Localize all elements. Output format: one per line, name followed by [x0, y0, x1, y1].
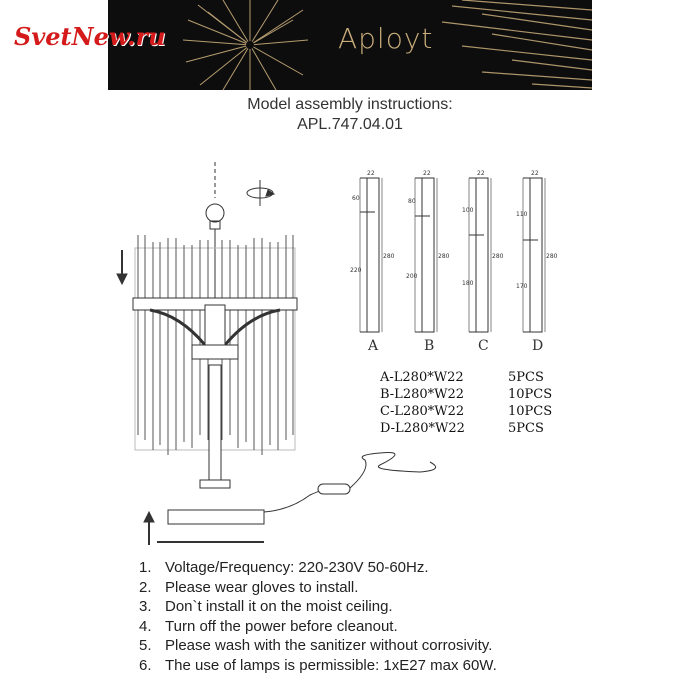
note-number: 5. [139, 637, 152, 654]
note-number: 2. [139, 578, 152, 596]
rod-d-top-dim: 22 [531, 170, 539, 177]
parts-row [380, 403, 552, 420]
rod-c [462, 170, 504, 354]
down-arrow-icon [117, 250, 127, 284]
site-watermark: SvetNew.ru [14, 22, 166, 51]
part-qty: 10PCS [508, 387, 553, 402]
rod-a-top-dim: 22 [367, 170, 375, 177]
rod-d [516, 170, 558, 354]
note-item [139, 578, 497, 598]
rod-c-label: C [478, 338, 489, 354]
note-number: 6. [139, 656, 152, 674]
rod-diagrams [350, 170, 558, 354]
decorative-rays-icon [422, 0, 592, 90]
part-code: A-L280*W22 [380, 370, 464, 385]
rod-a-dim-1: 60 [352, 195, 360, 202]
rod-a-label: A [368, 338, 379, 354]
part-qty: 10PCS [508, 404, 553, 419]
note-item [139, 617, 497, 637]
document-title [0, 95, 700, 135]
parts-list [380, 369, 552, 437]
rod-c-dim-1: 100 [462, 207, 474, 214]
rod-c-top-dim: 22 [477, 170, 485, 177]
note-number: 4. [139, 617, 152, 635]
note-item [139, 636, 497, 656]
rod-a [350, 170, 395, 354]
note-number: 1. [139, 559, 152, 576]
parts-row [380, 369, 552, 386]
bulb-icon [206, 204, 224, 229]
rod-b-total: 280 [438, 253, 450, 260]
rod-a-dim-2: 220 [350, 267, 362, 274]
rod-b [406, 170, 450, 354]
brand-name: Aployt [338, 22, 434, 55]
part-code: C-L280*W22 [380, 404, 465, 419]
brand-header [108, 0, 592, 90]
rod-a-total: 280 [383, 253, 395, 260]
part-qty: 5PCS [508, 421, 544, 436]
rod-c-total: 280 [492, 253, 504, 260]
assembly-drawing [0, 150, 700, 550]
rod-d-label: D [532, 338, 544, 354]
rod-d-dim-1: 110 [516, 211, 528, 218]
parts-row [380, 386, 552, 403]
note-item [139, 656, 497, 676]
rod-d-total: 280 [546, 253, 558, 260]
part-code: D-L280*W22 [380, 421, 465, 436]
instruction-notes [139, 558, 497, 675]
up-arrow-icon [144, 512, 154, 545]
lamp-drawing [117, 162, 436, 545]
parts-row [380, 420, 552, 437]
rod-b-label: B [424, 338, 435, 354]
note-text: Turn off the power before cleanout. [165, 617, 398, 635]
note-text: The use of lamps is permissible: 1xE27 max 60W. [165, 656, 497, 674]
part-qty: 5PCS [508, 370, 544, 385]
note-text: Don`t install it on the moist ceiling. [165, 598, 393, 615]
rod-b-top-dim: 22 [423, 170, 431, 177]
rod-b-dim-1: 80 [408, 198, 416, 205]
note-text: Please wear gloves to install. [165, 578, 359, 596]
note-text: Voltage/Frequency: 220-230V 50-60Hz. [165, 559, 429, 576]
note-number: 3. [139, 598, 152, 615]
rod-b-dim-2: 200 [406, 273, 418, 280]
note-text: Please wash with the sanitizer without corrosivity. [165, 637, 493, 654]
rod-d-dim-2: 170 [516, 283, 528, 290]
model-number: APL.747.04.01 [297, 116, 403, 133]
part-code: B-L280*W22 [380, 387, 465, 402]
note-item [139, 597, 497, 617]
note-item [139, 558, 497, 578]
rotate-arrow-icon [247, 180, 274, 206]
rod-c-dim-2: 180 [462, 280, 474, 287]
title-line: Model assembly instructions: [247, 96, 453, 113]
